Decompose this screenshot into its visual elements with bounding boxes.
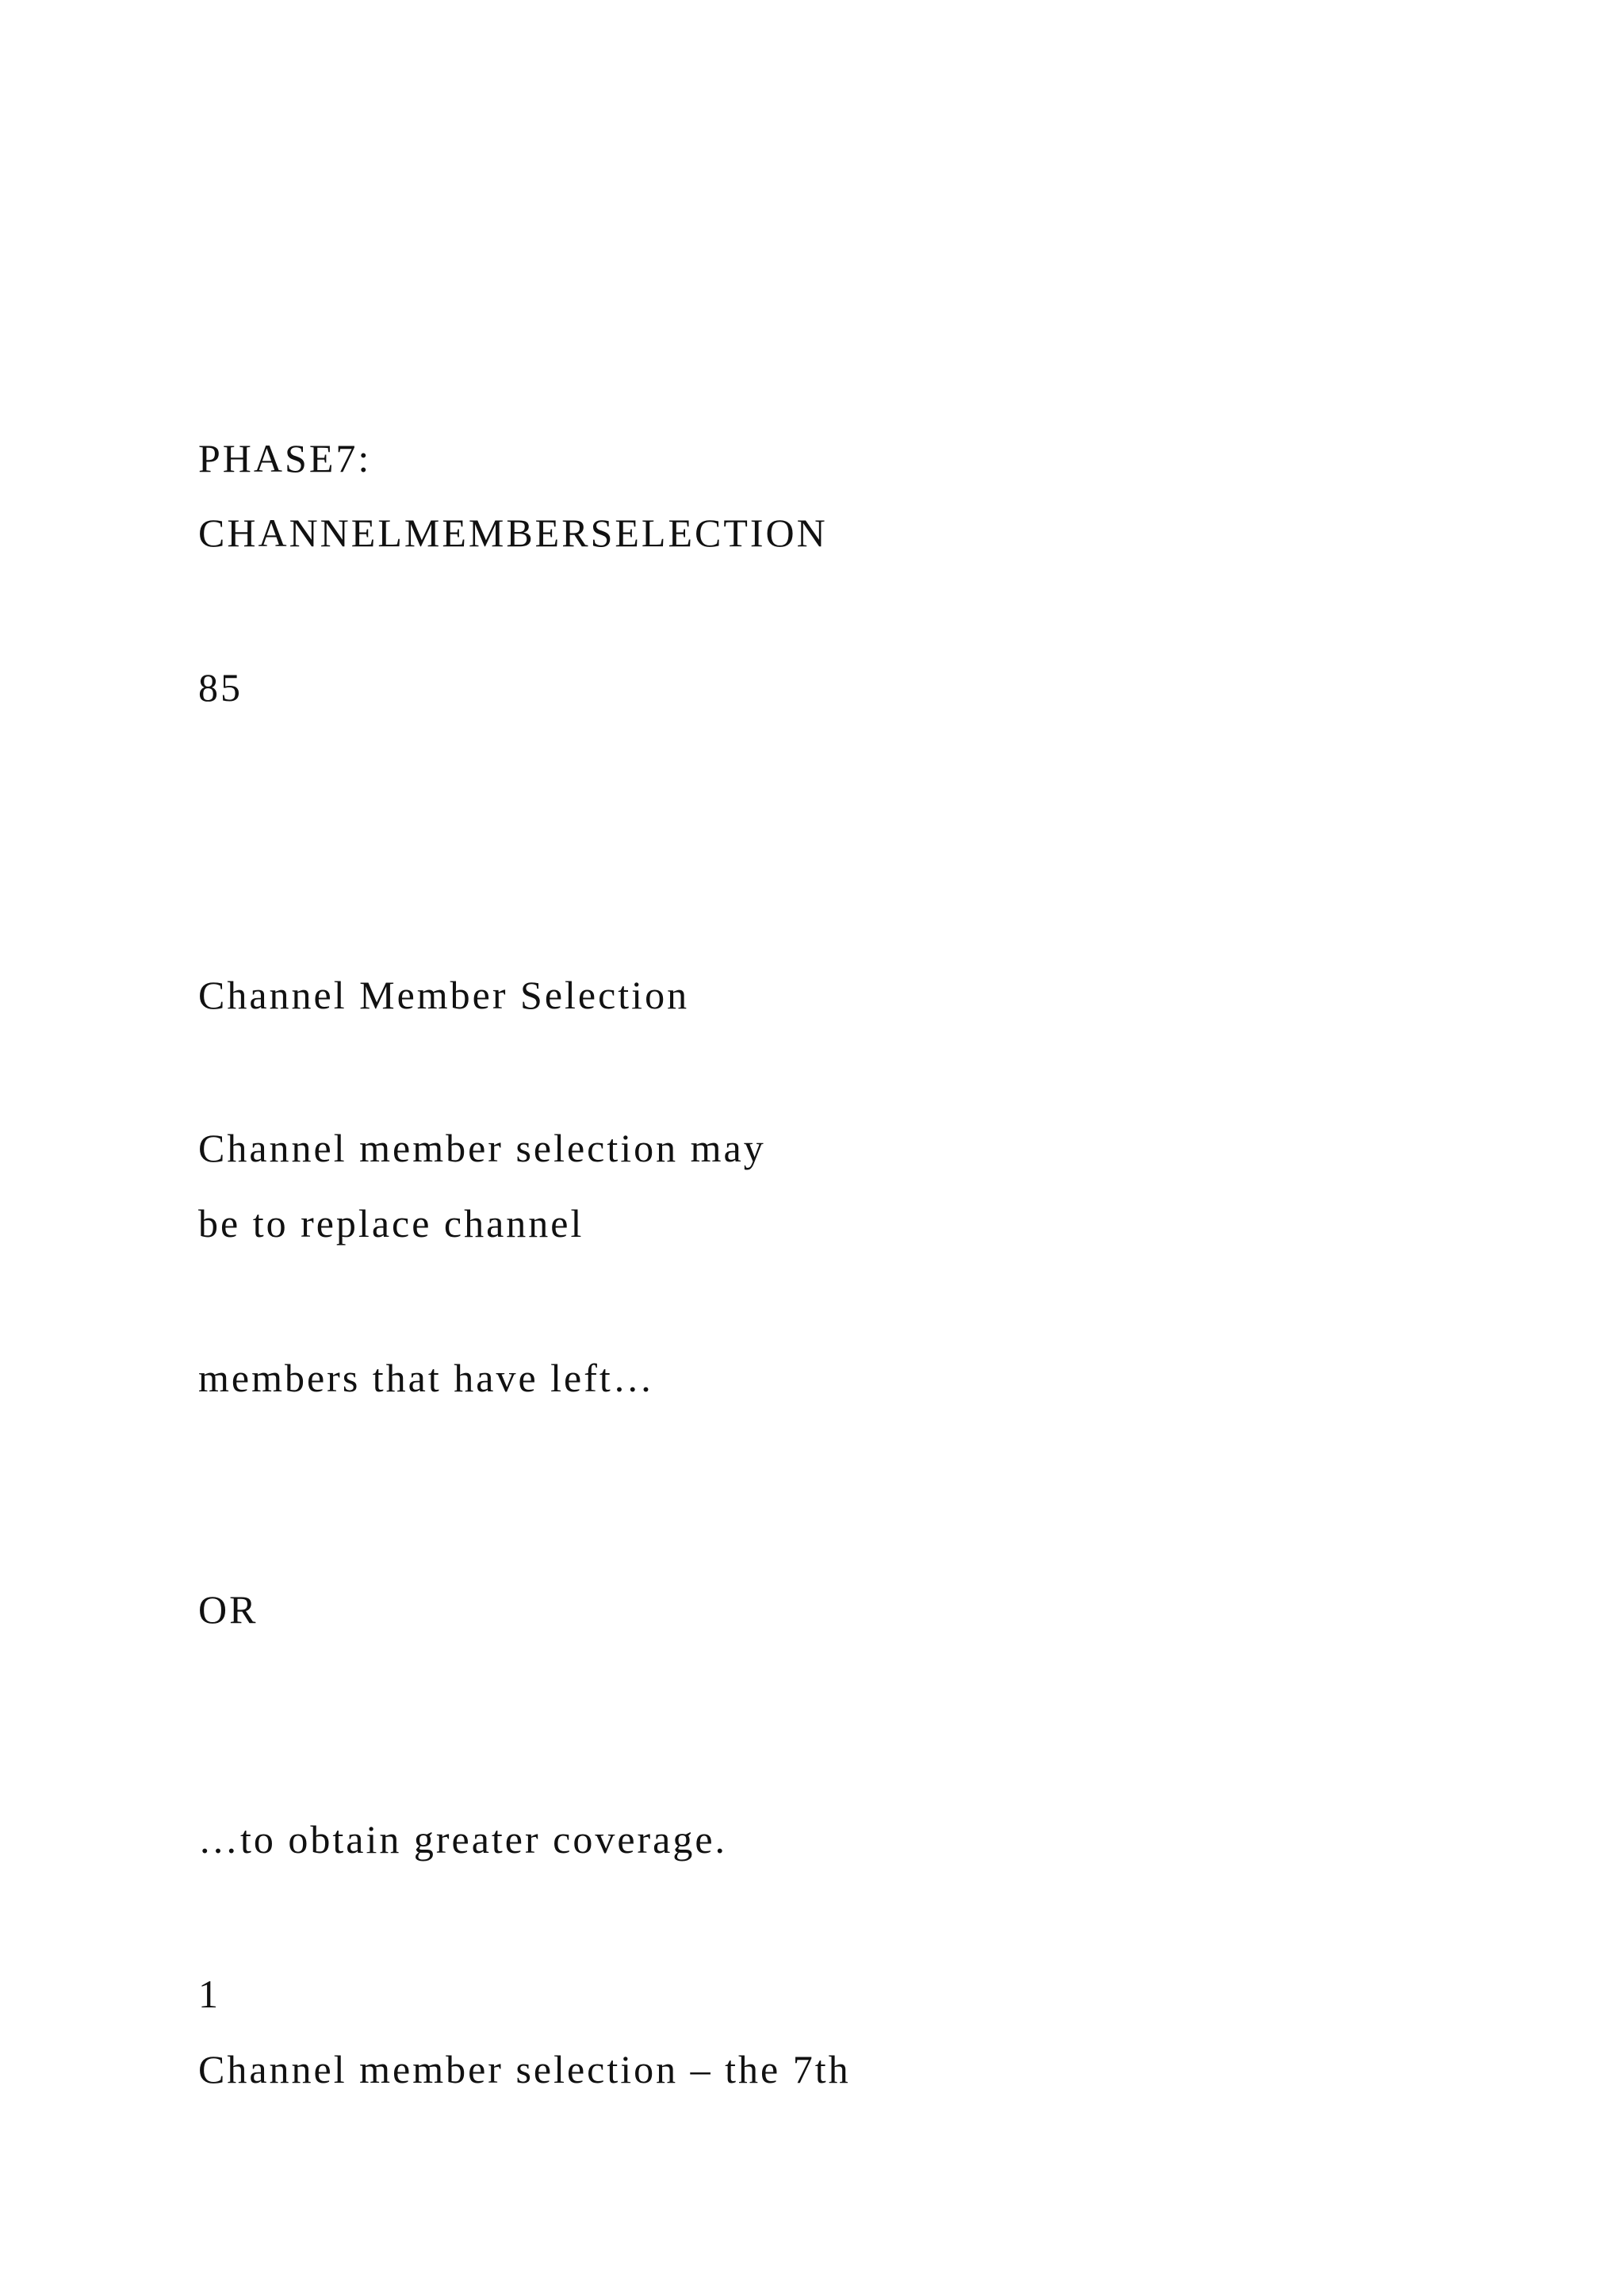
section-title: Channel Member Selection [198,973,690,1017]
coverage-text: …to obtain greater coverage. [198,1817,728,1862]
chapter-heading-line-1: PHASE7: [198,436,372,480]
page-number: 85 [198,665,243,710]
paragraph-line-3: members that have left… [198,1356,655,1400]
slide-number: 1 [198,1972,220,2016]
chapter-heading-line-2: CHANNELMEMBERSELECTION [198,511,828,555]
final-line: Channel member selection – the 7th [198,2047,851,2091]
paragraph-line-2: be to replace channel [198,1201,584,1246]
or-text: OR [198,1587,259,1632]
paragraph-line-1: Channel member selection may [198,1126,766,1170]
